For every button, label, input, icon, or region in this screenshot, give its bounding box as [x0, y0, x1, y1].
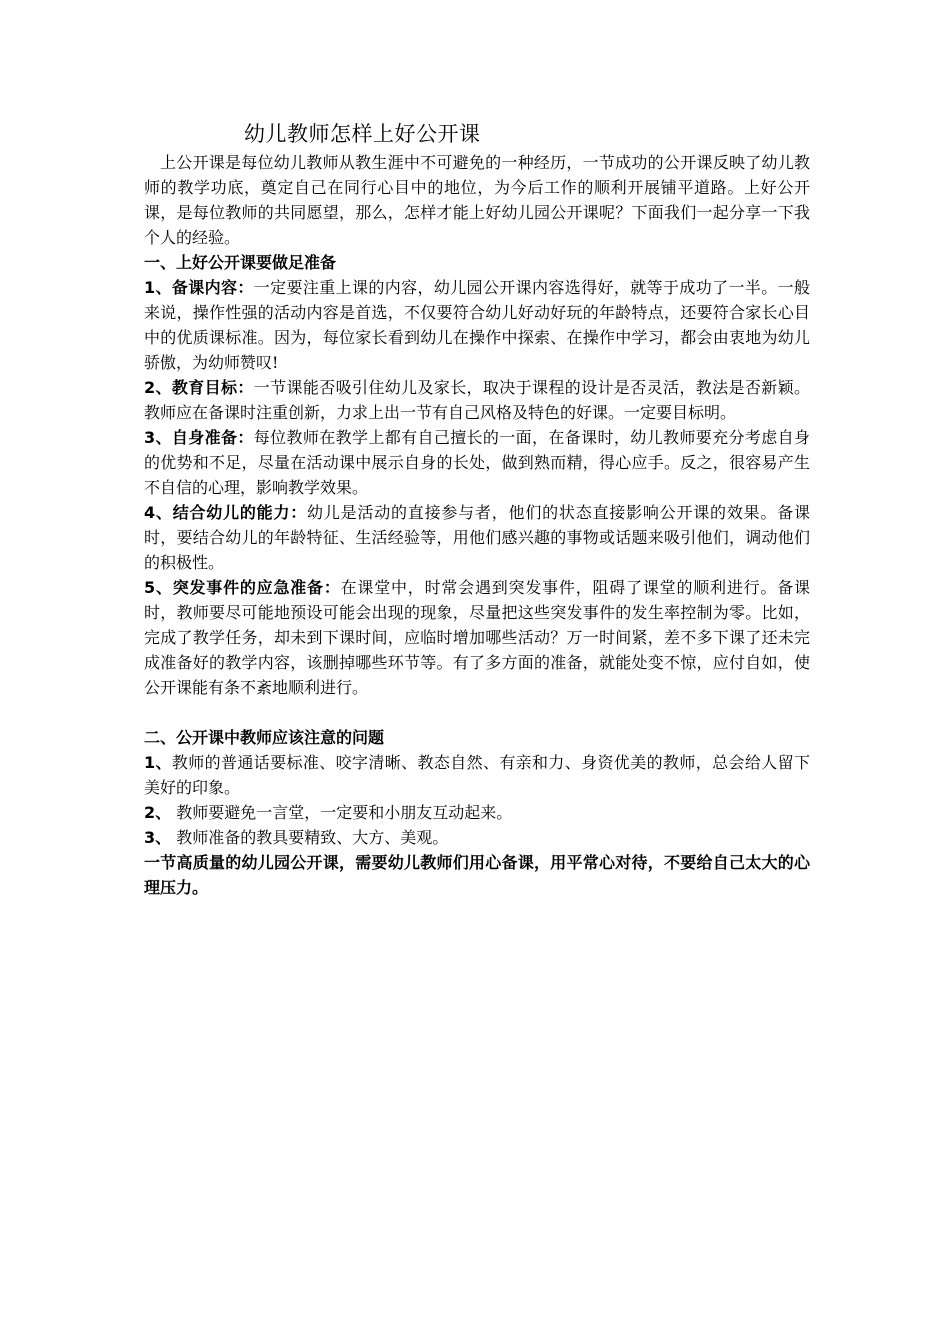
section-2-heading: 二、公开课中教师应该注意的问题	[144, 728, 385, 747]
paragraph-gap	[144, 700, 810, 725]
section-1-heading: 一、上好公开课要做足准备	[144, 253, 337, 272]
item-text: 教师的普通话要标准、咬字清晰、教态自然、有亲和力、身资优美的教师，总会给人留下美好的印象。	[144, 753, 810, 797]
section-1-item-5	[144, 575, 810, 700]
section-1-item-4	[144, 500, 810, 575]
item-lead: 3、自身准备：	[144, 428, 254, 447]
item-text: 一节课能否吸引住幼儿及家长，取决于课程的设计是否灵活，教法是否新颖。教师应在备课时注重创新，力求上出一节有自己风格及特色的好课。一定要目标明。	[144, 378, 810, 422]
section-1-item-2	[144, 375, 810, 425]
item-lead: 5、突发事件的应急准备：	[144, 578, 341, 597]
item-text: 教师准备的教具要精致、大方、美观。	[171, 828, 449, 847]
document-page	[144, 118, 810, 900]
item-lead: 4、结合幼儿的能力：	[144, 503, 308, 522]
section-2-item-1	[144, 750, 810, 800]
item-lead: 1、备课内容：	[144, 278, 254, 297]
item-text: 在课堂中，时常会遇到突发事件，阻碍了课堂的顺利进行。备课时，教师要尽可能地预设可能会出现的现象，尽量把这些突发事件的发生率控制为零。比如，完成了教学任务，却未到下课时间，应临时增加哪些活动？万一时间紧，差不多下课了还未完成准备好的教学内容，该删掉哪些环节等。有了多方面的准备，就能处变不惊，应付自如，使公开课能有条不紊地顺利进行。	[144, 578, 810, 697]
item-text: 每位教师在教学上都有自己擅长的一面，在备课时，幼儿教师要充分考虑自身的优势和不足，尽量在活动课中展示自身的长处，做到熟而精，得心应手。反之，很容易产生不自信的心理，影响教学效果。	[144, 428, 810, 497]
item-lead: 3、	[144, 828, 172, 847]
item-lead: 2、	[144, 803, 172, 822]
item-lead: 1、	[144, 753, 172, 772]
section-1-item-3	[144, 425, 810, 500]
section-2-item-2	[144, 800, 810, 825]
section-2-item-3	[144, 825, 810, 850]
item-text: 教师要避免一言堂，一定要和小朋友互动起来。	[171, 803, 513, 822]
item-lead: 2、教育目标：	[144, 378, 254, 397]
intro-paragraph: 上公开课是每位幼儿教师从教生涯中不可避免的一种经历，一节成功的公开课反映了幼儿教师的教学功底，奠定自己在同行心目中的地位，为今后工作的顺利开展铺平道路。上好公开课，是每位教师的共同愿望，那么，怎样才能上好幼儿园公开课呢？下面我们一起分享一下我个人的经验。	[144, 153, 810, 247]
item-text: 幼儿是活动的直接参与者，他们的状态直接影响公开课的效果。备课时，要结合幼儿的年龄特征、生活经验等，用他们感兴趣的事物或话题来吸引他们，调动他们的积极性。	[144, 503, 810, 572]
section-1-item-1	[144, 275, 810, 375]
item-text: 一定要注重上课的内容，幼儿园公开课内容选得好，就等于成功了一半。一般来说，操作性强的活动内容是首选，不仅要符合幼儿好动好玩的年龄特点，还要符合家长心目中的优质课标准。因为，每位家长看到幼儿在操作中探索、在操作中学习，都会由衷地为幼儿骄傲，为幼师赞叹!	[144, 278, 810, 372]
closing-paragraph: 一节高质量的幼儿园公开课，需要幼儿教师们用心备课，用平常心对待，不要给自己太大的心理压力。	[144, 853, 810, 897]
document-title: 幼儿教师怎样上好公开课	[244, 122, 481, 146]
